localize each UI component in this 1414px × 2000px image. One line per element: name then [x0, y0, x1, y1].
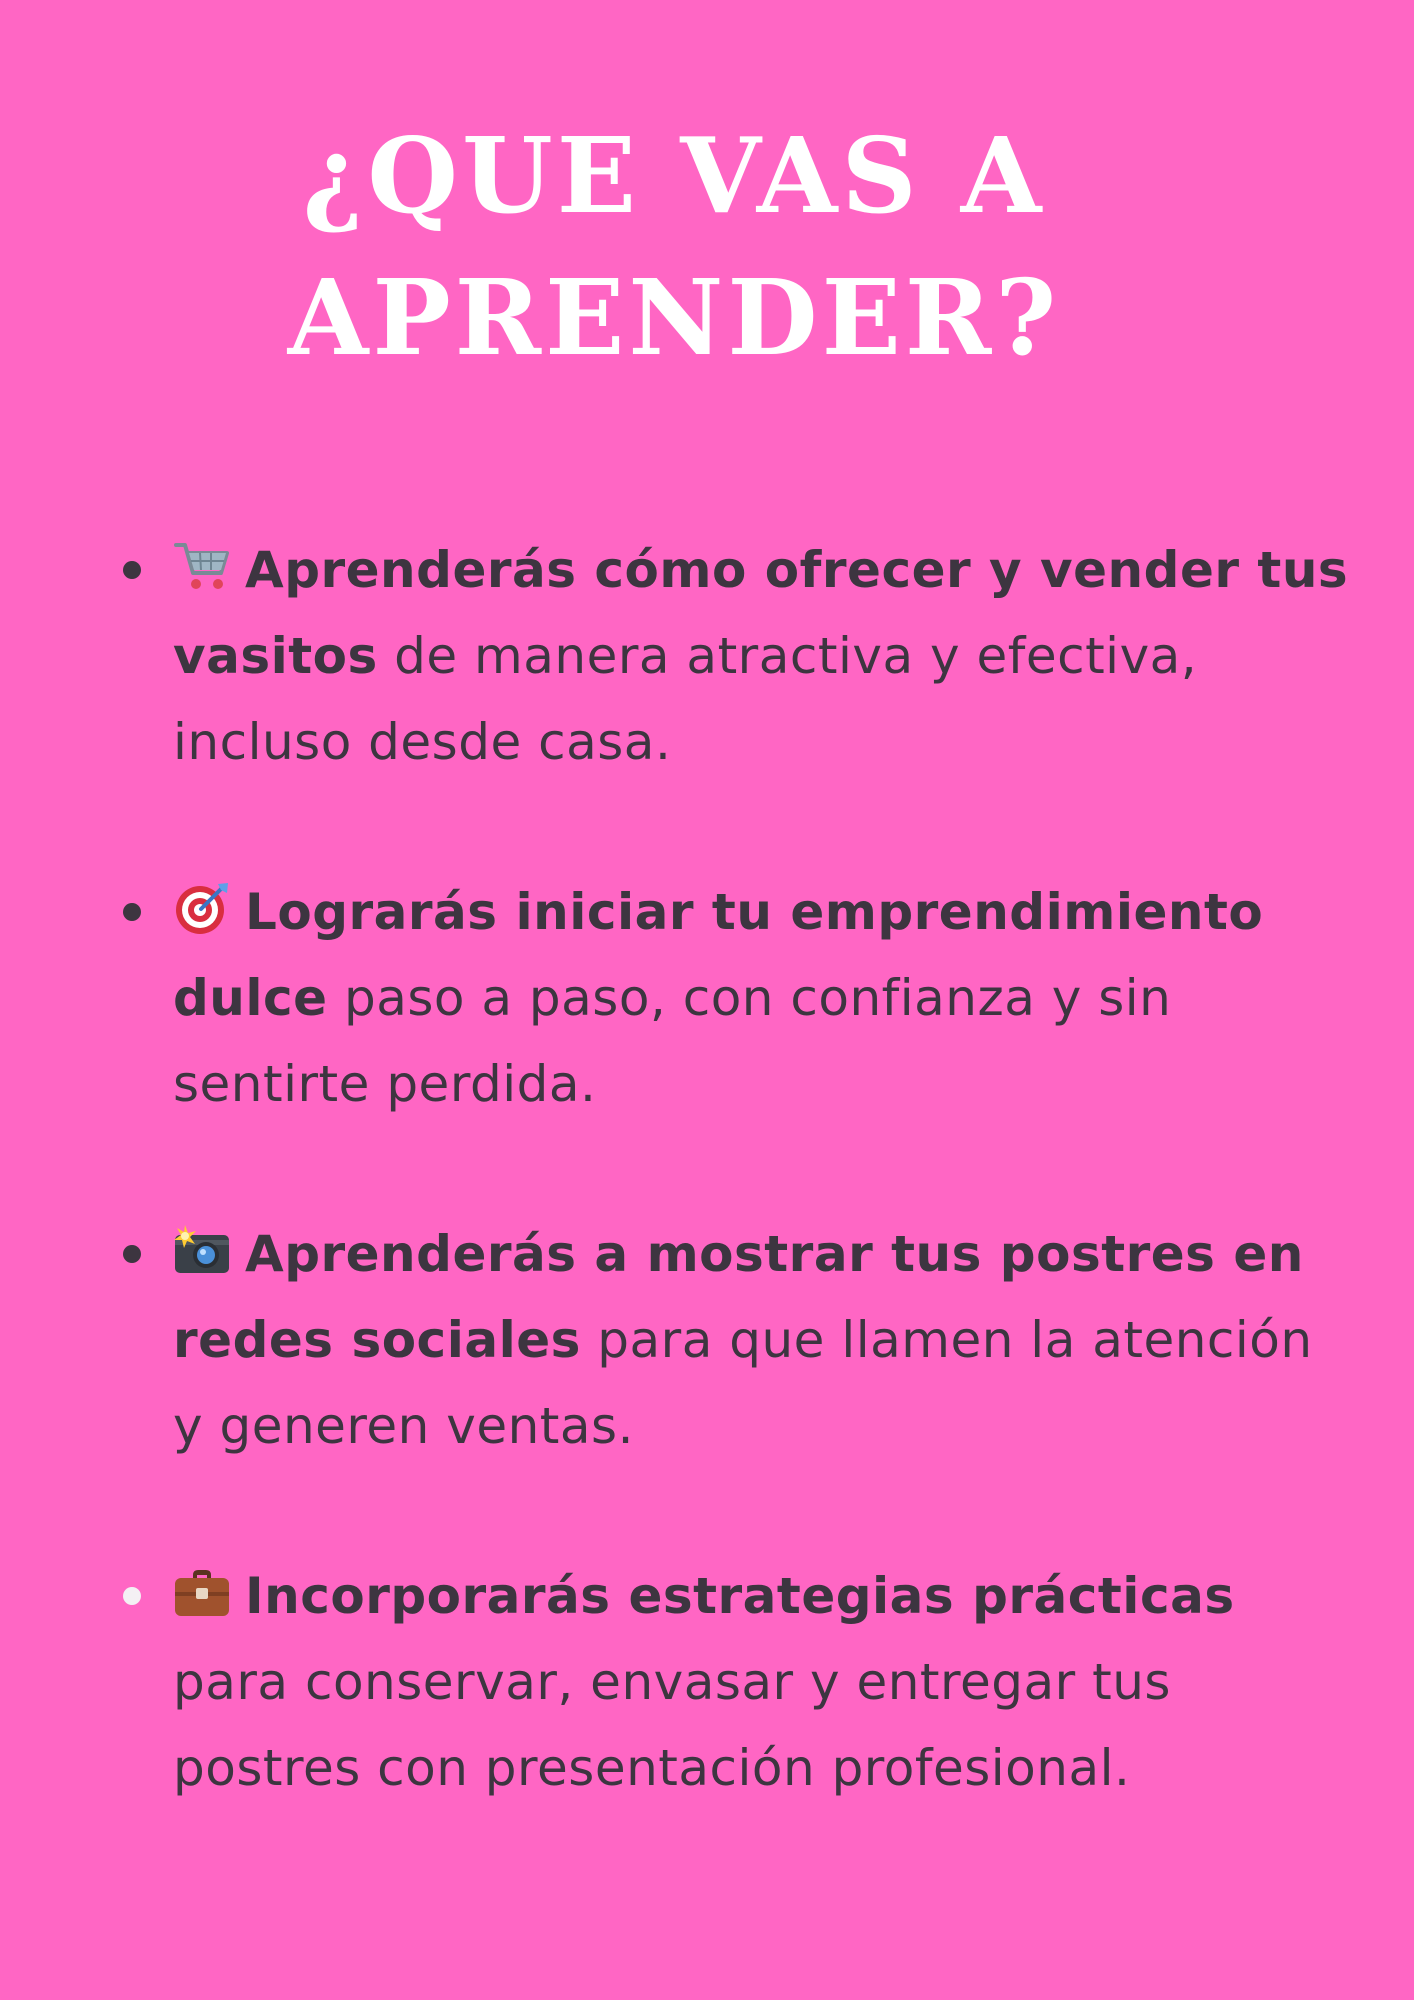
- briefcase-icon: [173, 1565, 231, 1619]
- item-3-text: para que llamen la atención y generen ventas.: [173, 1311, 1313, 1455]
- title-line-2: APRENDER?: [287, 256, 1061, 379]
- camera-flash-icon: [173, 1223, 231, 1277]
- shopping-cart-icon: [173, 539, 231, 593]
- target-icon: [173, 881, 231, 935]
- bullet-icon: [123, 561, 141, 579]
- item-1-bold: Aprenderás cómo ofrecer y vender tus vasitos: [173, 541, 1349, 685]
- bullet-icon: [123, 1587, 141, 1605]
- item-3-bold: Aprenderás a mostrar tus postres en redes sociales: [173, 1225, 1304, 1369]
- page-title: [0, 105, 1414, 389]
- item-4-text: para conservar, envasar y entregar tus postres con presentación profesional.: [173, 1653, 1171, 1797]
- list-item: [173, 1553, 1353, 1811]
- list-item: [173, 527, 1353, 785]
- bullet-icon: [123, 903, 141, 921]
- item-1-text: de manera atractiva y efectiva, incluso desde casa.: [173, 627, 1198, 771]
- list-item: [173, 1211, 1353, 1469]
- item-2-bold: Lograrás iniciar tu emprendimiento dulce: [173, 883, 1264, 1027]
- title-line-1: ¿QUE VAS A: [302, 114, 1046, 237]
- list-item: [173, 869, 1353, 1127]
- item-4-bold: Incorporarás estrategias prácticas: [245, 1567, 1235, 1625]
- bullet-icon: [123, 1245, 141, 1263]
- item-2-text: paso a paso, con confianza y sin sentirte perdida.: [173, 969, 1172, 1113]
